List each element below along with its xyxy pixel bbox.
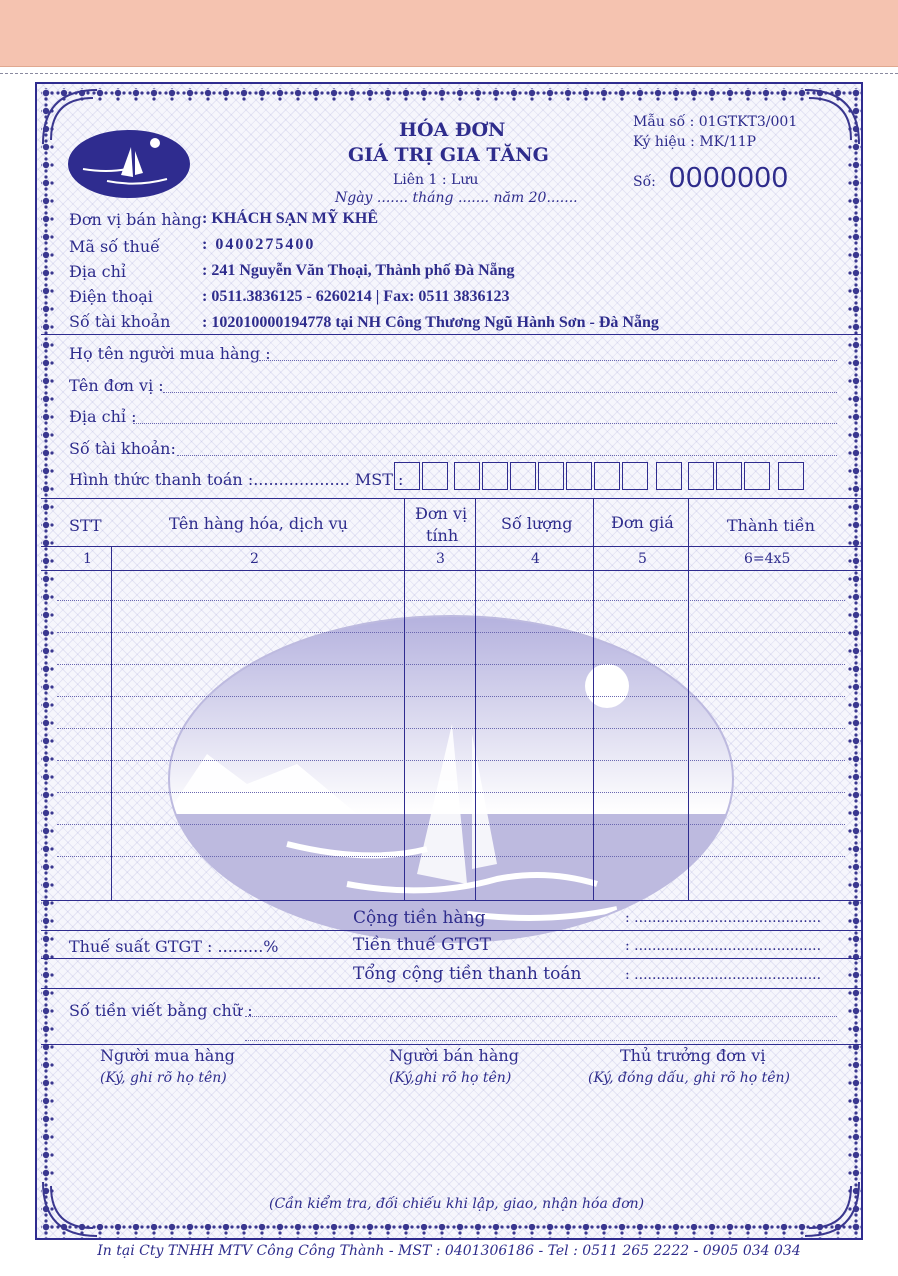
buyer-signature-note: (Ký, ghi rõ họ tên) bbox=[100, 1070, 227, 1086]
mst-digit-box[interactable] bbox=[622, 462, 648, 490]
mst-digit-box[interactable] bbox=[422, 462, 448, 490]
col-header-price: Đơn giá bbox=[611, 513, 674, 532]
invoice-form bbox=[35, 82, 863, 1240]
separator bbox=[41, 988, 861, 989]
mst-digit-box[interactable] bbox=[688, 462, 714, 490]
vat-rate[interactable]: Thuế suất GTGT : .........% bbox=[69, 937, 279, 956]
buyer-account-label: Số tài khoản: bbox=[69, 439, 176, 458]
column-divider bbox=[475, 498, 476, 900]
account-label: Số tài khoản bbox=[69, 312, 171, 331]
subtotal-label: Cộng tiền hàng bbox=[353, 908, 486, 928]
col-index-5: 5 bbox=[638, 551, 647, 567]
buyer-account-line[interactable] bbox=[177, 455, 837, 456]
mst-digit-box[interactable] bbox=[394, 462, 420, 490]
buyer-address-line[interactable] bbox=[133, 423, 837, 424]
tax-label: Mã số thuế bbox=[69, 237, 160, 256]
check-note: (Cần kiểm tra, đối chiếu khi lập, giao, nhận hóa đơn) bbox=[269, 1196, 645, 1212]
buyer-name-label: Họ tên người mua hàng : bbox=[69, 344, 271, 363]
table-row[interactable] bbox=[57, 600, 845, 601]
col-index-2: 2 bbox=[250, 551, 259, 567]
buyer-address-label: Địa chỉ : bbox=[69, 407, 137, 426]
seller-signature-note: (Ký,ghi rõ họ tên) bbox=[389, 1070, 512, 1086]
separator bbox=[41, 900, 861, 901]
mst-digit-box[interactable] bbox=[566, 462, 592, 490]
grand-total-value[interactable]: : .......................................... bbox=[625, 967, 822, 983]
mst-digit-box[interactable] bbox=[510, 462, 536, 490]
number-label: Số: bbox=[633, 174, 656, 190]
seller-name: : KHÁCH SẠN MỸ KHÊ bbox=[202, 210, 378, 227]
column-divider bbox=[688, 498, 689, 900]
mst-digit-box[interactable] bbox=[656, 462, 682, 490]
col-header-amount: Thành tiền bbox=[727, 516, 815, 535]
col-index-1: 1 bbox=[83, 551, 92, 567]
col-header-unit-2: tính bbox=[426, 526, 459, 545]
perforation-line bbox=[0, 73, 898, 74]
table-row[interactable] bbox=[57, 664, 845, 665]
address-label: Địa chỉ bbox=[69, 262, 127, 281]
copy-label: Liên 1 : Lưu bbox=[393, 172, 479, 188]
col-header-unit: Đơn vị bbox=[415, 504, 468, 523]
col-index-3: 3 bbox=[436, 551, 445, 567]
separator bbox=[41, 334, 861, 335]
mst-digit-box[interactable] bbox=[594, 462, 620, 490]
mst-digit-box[interactable] bbox=[482, 462, 508, 490]
seller-name-label: Đơn vị bán hàng bbox=[69, 210, 202, 229]
seller-account: : 102010000194778 tại NH Công Thương Ngũ Hành Sơn - Đà Nẵng bbox=[202, 314, 659, 331]
separator bbox=[41, 1044, 861, 1045]
mst-digit-box[interactable] bbox=[538, 462, 564, 490]
column-divider bbox=[404, 498, 405, 900]
table-row[interactable] bbox=[57, 632, 845, 633]
vat-amount-label: Tiền thuế GTGT bbox=[353, 935, 492, 955]
buyer-signature-title: Người mua hàng bbox=[100, 1046, 235, 1065]
separator bbox=[41, 570, 861, 571]
separator bbox=[41, 958, 861, 959]
buyer-unit-label: Tên đơn vị : bbox=[69, 376, 164, 395]
col-index-6: 6=4x5 bbox=[744, 551, 791, 567]
amount-in-words-line[interactable] bbox=[245, 1016, 837, 1017]
head-signature-title: Thủ trưởng đơn vị bbox=[620, 1046, 766, 1065]
separator bbox=[41, 546, 861, 547]
seller-tax-code: : 0400275400 bbox=[202, 236, 316, 253]
invoice-number: 0000000 bbox=[669, 162, 789, 194]
col-index-4: 4 bbox=[531, 551, 540, 567]
invoice-symbol: Ký hiệu : MK/11P bbox=[633, 134, 757, 150]
col-header-stt: STT bbox=[69, 516, 102, 535]
separator bbox=[41, 498, 861, 499]
column-divider bbox=[593, 498, 594, 900]
table-row[interactable] bbox=[57, 760, 845, 761]
mst-digit-box[interactable] bbox=[454, 462, 480, 490]
table-row[interactable] bbox=[57, 792, 845, 793]
head-signature-note: (Ký, đóng dấu, ghi rõ họ tên) bbox=[588, 1070, 791, 1086]
date-line: Ngày ....... tháng ....... năm 20....... bbox=[335, 190, 578, 206]
phone-label: Điện thoại bbox=[69, 287, 153, 306]
buyer-name-line[interactable] bbox=[259, 360, 837, 361]
subtotal-value[interactable]: : .......................................... bbox=[625, 910, 822, 926]
amount-in-words-line-2[interactable] bbox=[245, 1040, 837, 1041]
seller-phone: : 0511.3836125 - 6260214 | Fax: 0511 3836123 bbox=[202, 288, 510, 305]
vat-amount-value[interactable]: : .......................................... bbox=[625, 938, 822, 954]
form-number: Mẫu số : 01GTKT3/001 bbox=[633, 114, 798, 130]
table-row[interactable] bbox=[57, 824, 845, 825]
mst-digit-box[interactable] bbox=[778, 462, 804, 490]
separator bbox=[41, 930, 861, 931]
mst-digit-box[interactable] bbox=[744, 462, 770, 490]
title-line1: HÓA ĐƠN bbox=[399, 119, 506, 141]
title-line2: GIÁ TRỊ GIA TĂNG bbox=[348, 144, 549, 166]
col-header-item: Tên hàng hóa, dịch vụ bbox=[169, 514, 348, 533]
amount-in-words-label: Số tiền viết bằng chữ : bbox=[69, 1001, 253, 1020]
mst-digit-box[interactable] bbox=[716, 462, 742, 490]
seller-address: : 241 Nguyễn Văn Thoại, Thành phố Đà Nẵng bbox=[202, 262, 515, 279]
table-row[interactable] bbox=[57, 696, 845, 697]
grand-total-label: Tổng cộng tiền thanh toán bbox=[353, 964, 582, 984]
top-color-band bbox=[0, 0, 898, 67]
printer-info: In tại Cty TNHH MTV Công Công Thành - MST : 0401306186 - Tel : 0511 265 2222 - 0905 034 034 bbox=[97, 1243, 801, 1259]
column-divider bbox=[111, 546, 112, 900]
table-row[interactable] bbox=[57, 728, 845, 729]
buyer-unit-line[interactable] bbox=[163, 392, 837, 393]
hotel-logo bbox=[67, 129, 191, 199]
col-header-qty: Số lượng bbox=[501, 514, 573, 533]
payment-method-label: Hình thức thanh toán :................... MST : bbox=[69, 470, 404, 489]
seller-signature-title: Người bán hàng bbox=[389, 1046, 519, 1065]
table-row[interactable] bbox=[57, 856, 845, 857]
